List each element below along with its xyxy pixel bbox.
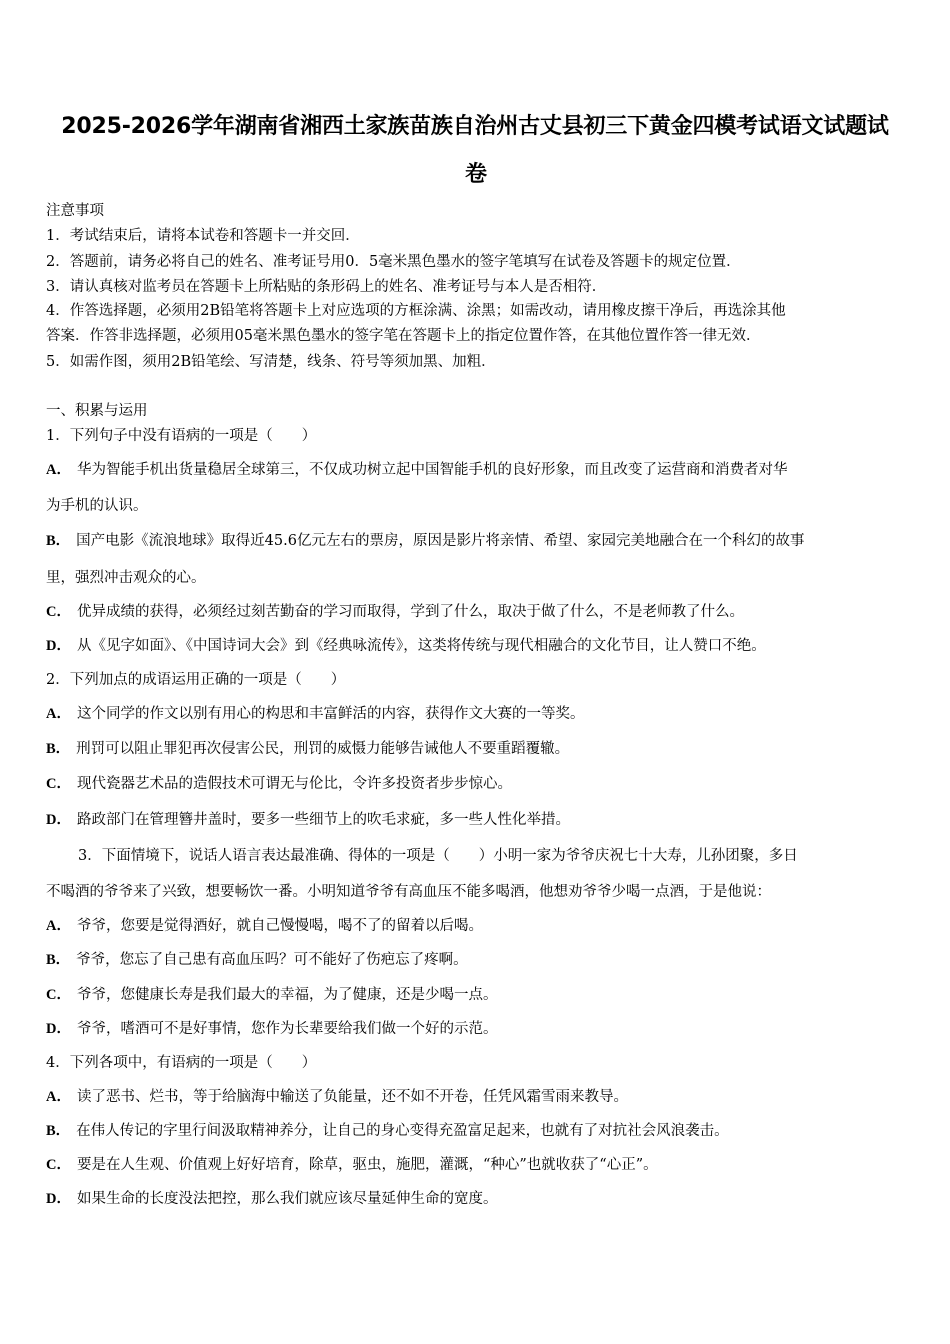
q3-option-c xyxy=(46,985,497,1005)
option-text: 华为智能手机出货量稳居全球第三，不仅成功树立起中国智能手机的良好形象，而且改变了运营商和消费者对华 xyxy=(76,462,788,478)
question-4-stem: 4．下列各项中，有语病的一项是（ ） xyxy=(46,1055,317,1071)
option-label: A． xyxy=(46,918,71,934)
q3-option-d xyxy=(46,1019,497,1039)
option-text: 要是在人生观、价值观上好好培育，除草，驱虫，施肥，灌溉，“种心”也就收获了“心正”。 xyxy=(76,1157,658,1173)
q4-option-d xyxy=(46,1189,497,1209)
notice-item: 1．考试结束后，请将本试卷和答题卡一并交回． xyxy=(46,228,360,244)
q1-option-b xyxy=(46,531,804,551)
notice-item: 答案．作答非选择题，必须用05毫米黑色墨水的签字笔在答题卡上的指定位置作答，在其他位置作答一律无效． xyxy=(46,328,761,344)
option-label: D． xyxy=(46,1191,71,1207)
option-text: 爷爷，您健康长寿是我们最大的幸福，为了健康，还是少喝一点。 xyxy=(76,987,498,1003)
option-text: 从《见字如面》、《中国诗词大会》到《经典咏流传》，这类将传统与现代相融合的文化节目，让人赞口不绝。 xyxy=(76,638,766,654)
option-label: D． xyxy=(46,812,71,828)
exam-title-line-2: 卷 xyxy=(464,162,485,187)
q2-option-b xyxy=(46,739,569,759)
option-text: 刑罚可以阻止罪犯再次侵害公民，刑罚的威慑力能够告诫他人不要重蹈覆辙。 xyxy=(76,741,570,757)
option-text: 在伟人传记的字里行间汲取精神养分，让自己的身心变得充盈富足起来，也就有了对抗社会风浪袭击。 xyxy=(76,1123,729,1139)
q2-option-d xyxy=(46,810,570,830)
option-label: C． xyxy=(46,776,71,792)
exam-title-line-1: 2025-2026学年湖南省湘西土家族苗族自治州古丈县初三下黄金四模考试语文试题试 xyxy=(61,114,889,139)
notice-item: 2．答题前，请务必将自己的姓名、准考证号用0．5毫米黑色墨水的签字笔填写在试卷及答题卡的规定位置． xyxy=(46,254,741,270)
question-3-stem: 3．下面情境下，说话人语言表达最准确、得体的一项是（ ）小明一家为爷爷庆祝七十大寿，儿孙团聚，多日 xyxy=(78,848,798,864)
option-label: C． xyxy=(46,604,71,620)
notice-item: 3．请认真核对监考员在答题卡上所粘贴的条形码上的姓名、准考证号与本人是否相符． xyxy=(46,279,607,295)
option-label: C． xyxy=(46,987,71,1003)
option-label: C． xyxy=(46,1157,71,1173)
notice-item: 5．如需作图，须用2B铅笔绘、写清楚，线条、符号等须加黑、加粗． xyxy=(46,354,496,370)
option-label: A． xyxy=(46,462,71,478)
option-text: 路政部门在管理簪井盖时，要多一些细节上的吹毛求疵，多一些人性化举措。 xyxy=(76,812,570,828)
option-label: A． xyxy=(46,706,71,722)
q3-option-a xyxy=(46,916,483,936)
q2-option-a xyxy=(46,704,584,724)
option-text: 爷爷，您要是觉得酒好，就自己慢慢喝，喝不了的留着以后喝。 xyxy=(76,918,483,934)
option-label: B． xyxy=(46,533,71,549)
option-label: B． xyxy=(46,1123,71,1139)
q1-option-a xyxy=(46,460,787,480)
option-label: B． xyxy=(46,952,71,968)
question-3-stem-continued: 不喝酒的爷爷来了兴致，想要畅饮一番。小明知道爷爷有高血压不能多喝酒，他想劝爷爷少喝一点酒，于是他说： xyxy=(46,884,771,900)
option-label: B． xyxy=(46,741,71,757)
option-text: 读了恶书、烂书，等于给脑海中输送了负能量，还不如不开卷，任凭风霜雪雨来教导。 xyxy=(76,1089,628,1105)
option-text: 这个同学的作文以别有用心的构思和丰富鲜活的内容，获得作文大赛的一等奖。 xyxy=(76,706,585,722)
notice-item: 4．作答选择题，必须用2B铅笔将答题卡上对应选项的方框涂满、涂黑；如需改动，请用橡皮擦干净后，再选涂其他 xyxy=(46,303,786,319)
notice-heading: 注意事项 xyxy=(46,203,104,219)
option-text: 现代瓷器艺术品的造假技术可谓无与伦比，令许多投资者步步惊心。 xyxy=(76,776,512,792)
option-label: D． xyxy=(46,1021,71,1037)
option-text: 如果生命的长度没法把控，那么我们就应该尽量延伸生命的宽度。 xyxy=(76,1191,498,1207)
option-text: 优异成绩的获得，必须经过刻苦勤奋的学习而取得，学到了什么，取决于做了什么，不是老师教了什么。 xyxy=(76,604,744,620)
q2-option-c xyxy=(46,774,512,794)
question-1-stem: 1．下列句子中没有语病的一项是（ ） xyxy=(46,428,317,444)
q1-option-c xyxy=(46,602,744,622)
section-heading: 一、积累与运用 xyxy=(46,403,148,419)
question-2-stem: 2．下列加点的成语运用正确的一项是（ ） xyxy=(46,672,346,688)
q4-option-a xyxy=(46,1087,628,1107)
q1-option-d xyxy=(46,636,766,656)
option-label: A． xyxy=(46,1089,71,1105)
option-text: 国产电影《流浪地球》取得近45.6亿元左右的票房，原因是影片将亲情、希望、家园完美地融合在一个科幻的故事 xyxy=(76,533,805,549)
q4-option-b xyxy=(46,1121,729,1141)
q4-option-c xyxy=(46,1155,658,1175)
option-text: 爷爷，您忘了自己患有高血压吗？可不能好了伤疤忘了疼啊。 xyxy=(76,952,468,968)
option-text: 爷爷，嗜酒可不是好事情，您作为长辈要给我们做一个好的示范。 xyxy=(76,1021,498,1037)
option-label: D． xyxy=(46,638,71,654)
q3-option-b xyxy=(46,950,468,970)
q1-option-b-continued: 里，强烈冲击观众的心。 xyxy=(46,570,206,586)
q1-option-a-continued: 为手机的认识。 xyxy=(46,498,148,514)
